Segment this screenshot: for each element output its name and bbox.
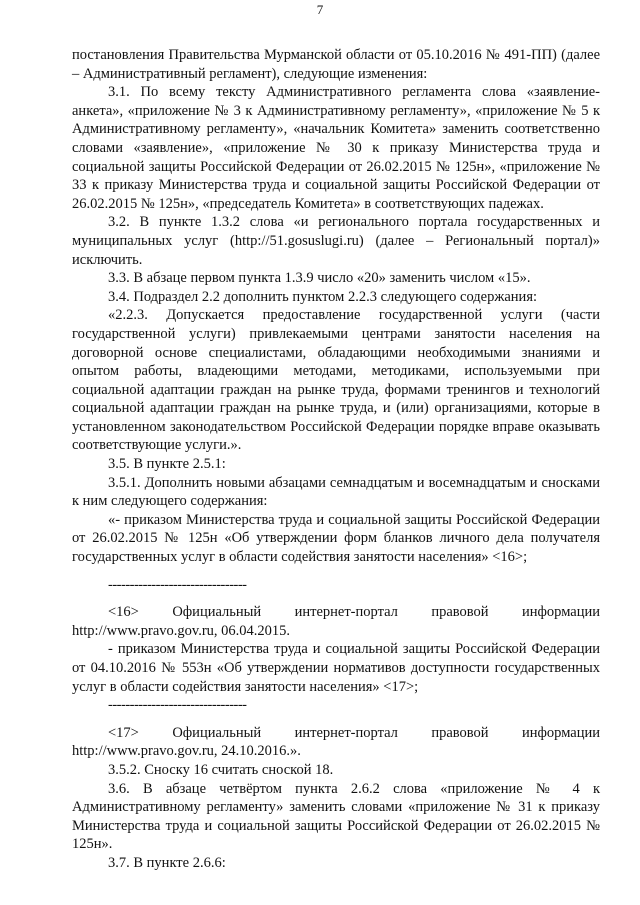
footnote-separator-1: -------------------------------- xyxy=(108,576,247,593)
footnote-17-word-3: правовой xyxy=(431,724,489,741)
paragraph-3-2: 3.2. В пункте 1.3.2 слова «и регионального портала государственных и муниципальных услуг (http://51.gosuslugi.ru) (далее – Региональный портал)» исключить. xyxy=(72,214,600,268)
footnote-16-word-2: интернет-портал xyxy=(294,604,398,621)
paragraph-order-125n: «- приказом Министерства труда и социальной защиты Российской Федерации от 26.02.2015 № 125н «Об утверждении форм бланков личного дела получателя государственных услуг в области содействия занятости населения» <16>; xyxy=(72,511,600,566)
paragraph-3-7: 3.7. В пункте 2.6.6: xyxy=(108,854,226,871)
paragraph-3-5-2: 3.5.2. Сноску 16 считать сноской 18. xyxy=(108,761,334,778)
paragraph-3-5-1: 3.5.1. Дополнить новыми абзацами семнадцатым и восемнадцатым и сносками к ним следующего содержания: xyxy=(72,474,600,510)
footnote-17-word-1: Официальный xyxy=(172,724,262,741)
paragraph-3-1: 3.1. По всему тексту Административного регламента слова «заявление-анкета», «приложение № 3 к Административному регламенту», «приложение № 5 к Административному регламенту», «начальник Комитета» заменить соответственно словами «заявление», «приложение № 30 к приказу Министерства труда и социальной защиты Российской Федерации от 26.02.2015 № 125н», «приложение № 33 к приказу Министерства труда и социальной защиты Российской Федерации от 26.02.2015 № 125н», «председатель Комитета» в соответствующих падежах. xyxy=(72,84,600,212)
footnote-17-mark: <17> xyxy=(108,724,139,741)
document-body xyxy=(72,46,600,873)
footnote-17-url: http://www.pravo.gov.ru, 24.10.2016.». xyxy=(72,743,301,760)
footnote-17-word-4: информации xyxy=(522,724,600,741)
footnote-16-line xyxy=(72,603,600,622)
footnote-17-line xyxy=(72,724,600,743)
paragraph-2-2-3-quote: «2.2.3. Допускается предоставление государственной услуги (части государственной услуги) привлекаемыми центрами занятости населения на договорной основе специалистами, обладающими необходимыми знаниями и опытом работы, владеющими методами, методиками, используемыми при социальной адаптации граждан на рынке труда, формами тренингов и технологий социальной адаптации граждан на рынке труда, и (или) организациями, которые в установленном законодательством Российской Федерации порядке вправе оказывать соответствующие услуги.». xyxy=(72,307,600,454)
footnote-16-url: http://www.pravo.gov.ru, 06.04.2015. xyxy=(72,622,291,639)
paragraph-3-4: 3.4. Подраздел 2.2 дополнить пунктом 2.2.3 следующего содержания: xyxy=(108,288,538,305)
paragraph-3-5: 3.5. В пункте 2.5.1: xyxy=(108,456,226,473)
page-number: 7 xyxy=(316,2,324,17)
footnote-16-mark: <16> xyxy=(108,604,139,621)
footnote-17-word-2: интернет-портал xyxy=(294,724,398,741)
footnote-16-word-4: информации xyxy=(522,604,600,621)
paragraph-order-553n: - приказом Министерства труда и социальной защиты Российской Федерации от 04.10.2016 № 553н «Об утверждении нормативов доступности государственных услуг в области содействия занятости населения» <17>; xyxy=(72,641,600,695)
paragraph-intro: постановления Правительства Мурманской области от 05.10.2016 № 491-ПП) (далее – Административный регламент), следующие изменения: xyxy=(72,47,600,82)
paragraph-3-3: 3.3. В абзаце первом пункта 1.3.9 число «20» заменить числом «15». xyxy=(108,270,531,287)
footnote-separator-2: -------------------------------- xyxy=(108,697,247,714)
footnote-16-word-3: правовой xyxy=(431,604,489,621)
paragraph-3-6: 3.6. В абзаце четвёртом пункта 2.6.2 слова «приложение № 4 к Административному регламенту» заменить словами «приложение № 31 к приказу Министерства труда и социальной защиты Российской Федерации от 26.02.2015 № 125н». xyxy=(72,780,600,853)
footnote-16-word-1: Официальный xyxy=(172,604,262,621)
